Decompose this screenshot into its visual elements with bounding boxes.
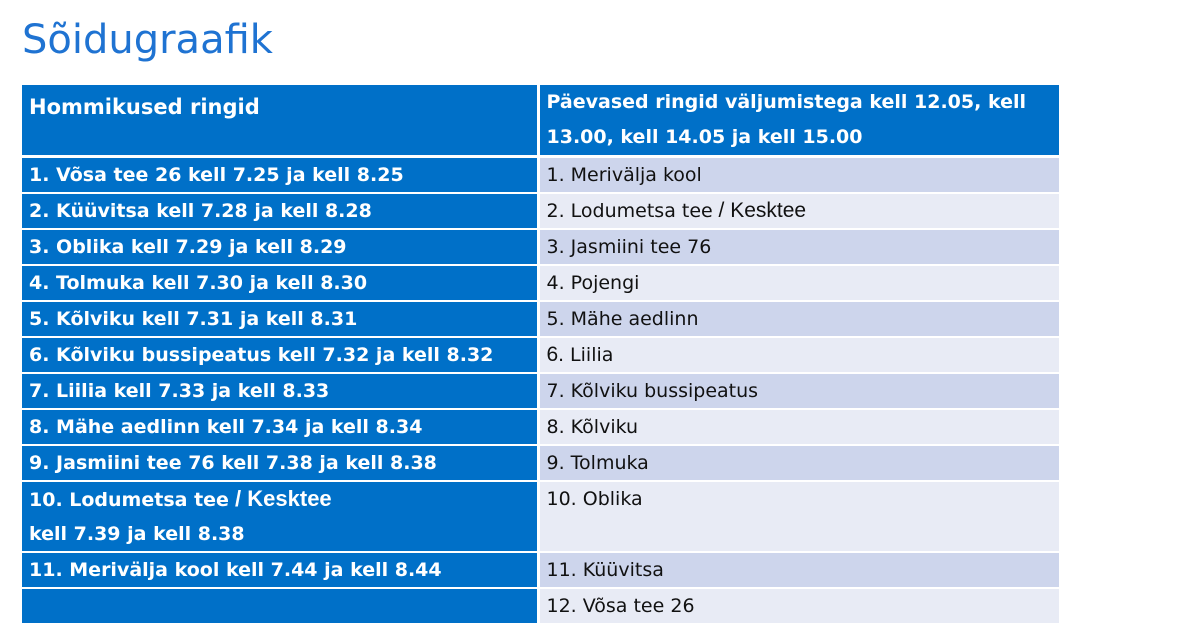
morning-stop: 1. Võsa tee 26 kell 7.25 ja kell 8.25 [22, 157, 538, 194]
table-row [22, 481, 1059, 552]
daytime-stop: 7. Kõlviku bussipeatus [538, 373, 1059, 409]
daytime-stop: 5. Mähe aedlinn [538, 301, 1059, 337]
daytime-stop-label: Liilia [564, 344, 614, 366]
morning-stop-alt-label: / Kesktee [228, 486, 332, 511]
morning-stop: 9. Jasmiini tee 76 kell 7.38 ja kell 8.38 [22, 445, 538, 481]
table-row [22, 265, 1059, 301]
morning-stop: 5. Kõlviku kell 7.31 ja kell 8.31 [22, 301, 538, 337]
morning-stop: 11. Merivälja kool kell 7.44 ja kell 8.44 [22, 552, 538, 588]
page-title: Sõidugraafik [22, 17, 273, 63]
daytime-stop: 1. Merivälja kool [538, 157, 1059, 194]
daytime-stop: 12. Võsa tee 26 [538, 588, 1059, 624]
table-row [22, 445, 1059, 481]
header-daytime-rounds: Päevased ringid väljumistega kell 12.05, kell 13.00, kell 14.05 ja kell 15.00 [538, 85, 1059, 157]
daytime-stop-number: 6. [546, 343, 565, 366]
morning-stop-times: kell 7.39 ja kell 8.38 [29, 523, 245, 545]
table-row [22, 337, 1059, 373]
table-row [22, 193, 1059, 229]
daytime-stop: 8. Kõlviku [538, 409, 1059, 445]
table-row [22, 229, 1059, 265]
daytime-stop: 4. Pojengi [538, 265, 1059, 301]
daytime-stop: 10. Oblika [538, 481, 1059, 552]
morning-stop: 4. Tolmuka kell 7.30 ja kell 8.30 [22, 265, 538, 301]
table-row [22, 373, 1059, 409]
morning-stop: 2. Küüvitsa kell 7.28 ja kell 8.28 [22, 193, 538, 229]
morning-stop: 3. Oblika kell 7.29 ja kell 8.29 [22, 229, 538, 265]
daytime-stop: 3. Jasmiini tee 76 [538, 229, 1059, 265]
morning-stop: 6. Kõlviku bussipeatus kell 7.32 ja kell 8.32 [22, 337, 538, 373]
daytime-stop-alt-label: / Kesktee [712, 199, 807, 222]
daytime-stop [538, 337, 1059, 373]
header-morning-rounds: Hommikused ringid [22, 85, 538, 157]
table-row [22, 301, 1059, 337]
daytime-stop: 9. Tolmuka [538, 445, 1059, 481]
table-row [22, 588, 1059, 624]
morning-stop: 8. Mähe aedlinn kell 7.34 ja kell 8.34 [22, 409, 538, 445]
daytime-stop-label: 2. Lodumetsa tee [546, 200, 713, 222]
schedule-table [22, 85, 1059, 625]
morning-stop-empty [22, 588, 538, 624]
table-row [22, 157, 1059, 194]
table-row [22, 409, 1059, 445]
daytime-stop [538, 193, 1059, 229]
morning-stop-label: 10. Lodumetsa tee [29, 489, 229, 511]
morning-stop: 7. Liilia kell 7.33 ja kell 8.33 [22, 373, 538, 409]
morning-stop [22, 481, 538, 552]
daytime-stop: 11. Küüvitsa [538, 552, 1059, 588]
table-row [22, 552, 1059, 588]
table-header-row [22, 85, 1059, 157]
